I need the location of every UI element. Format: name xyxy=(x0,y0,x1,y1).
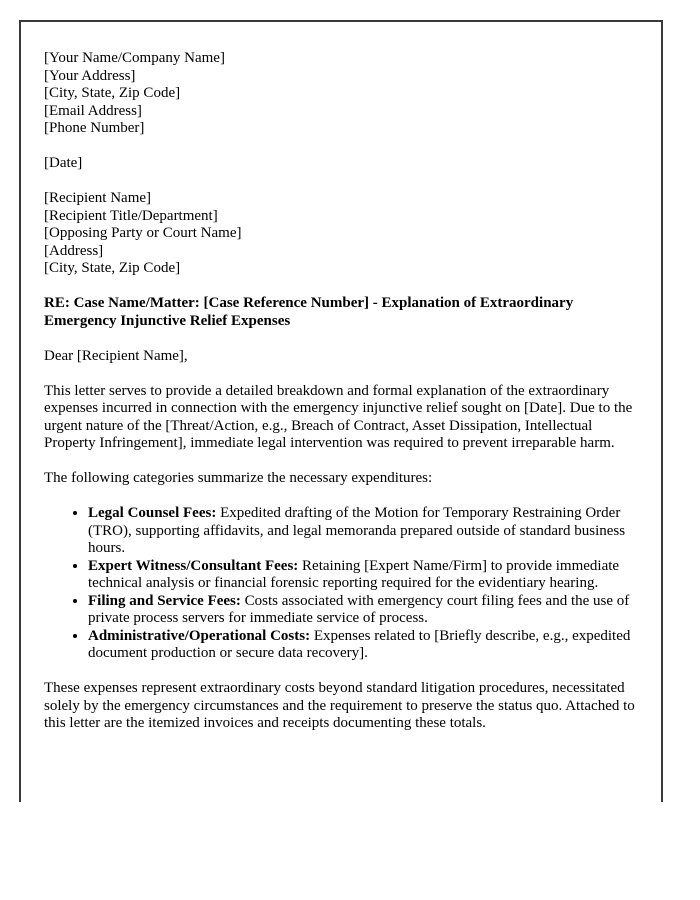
subject-line: RE: Case Name/Matter: [Case Reference Number] - Explanation of Extraordinary Emergency Injunctive Relief Expenses xyxy=(44,295,574,329)
sender-address-line: [Your Address] xyxy=(44,67,136,84)
expense-item-text: Costs associated with emergency court filing fees and the use of private process servers for immediate service of process. xyxy=(88,592,630,626)
recipient-block xyxy=(44,190,635,278)
letter-body xyxy=(44,50,635,733)
salutation: Dear [Recipient Name], xyxy=(44,347,188,364)
expense-item-label: Legal Counsel Fees: xyxy=(88,505,217,521)
expense-item-text: Expedited drafting of the Motion for Temporary Restraining Order (TRO), supporting affidavits, and legal memoranda prepared outside of standard business hours. xyxy=(88,505,626,556)
expense-item-administrative xyxy=(88,628,635,663)
sender-name-line: [Your Name/Company Name] xyxy=(44,50,225,66)
recipient-party-line: [Opposing Party or Court Name] xyxy=(44,225,242,241)
expense-item-text: Retaining [Expert Name/Firm] to provide immediate technical analysis or financial forensic reporting required for the evidentiary hearing. xyxy=(88,557,620,591)
sender-city-line: [City, State, Zip Code] xyxy=(44,85,181,101)
recipient-name-line: [Recipient Name] xyxy=(44,190,152,206)
sender-email-line: [Email Address] xyxy=(44,102,142,119)
expense-item-text: Expenses related to [Briefly describe, e.g., expedited document production or secure data recovery]. xyxy=(88,627,631,661)
expense-item-filing-service xyxy=(88,593,635,628)
date-line: [Date] xyxy=(44,155,83,171)
recipient-title-line: [Recipient Title/Department] xyxy=(44,207,218,224)
expense-item-legal-counsel xyxy=(88,505,635,558)
letter-page xyxy=(19,20,663,802)
sender-block xyxy=(44,50,635,138)
expense-item-label: Filing and Service Fees: xyxy=(88,592,241,609)
recipient-address-line: [Address] xyxy=(44,242,104,259)
sender-phone-line: [Phone Number] xyxy=(44,120,145,136)
expense-list xyxy=(44,505,635,663)
expense-item-label: Expert Witness/Consultant Fees: xyxy=(88,557,299,574)
recipient-city-line: [City, State, Zip Code] xyxy=(44,260,181,276)
expense-item-label: Administrative/Operational Costs: xyxy=(88,627,311,644)
intro-paragraph: This letter serves to provide a detailed breakdown and formal explanation of the extraordinary expenses incurred in connection with the emergency injunctive relief sought on [Date]. Due to the urgent nature of the [Threat/Action, e.g., Breach of Contract, Asset Dissipation, Intellectual Property Infringement], immediate legal intervention was required to prevent irreparable harm. xyxy=(44,382,633,451)
categories-lead: The following categories summarize the necessary expenditures: xyxy=(44,470,433,486)
closing-paragraph: These expenses represent extraordinary costs beyond standard litigation procedures, necessitated solely by the emergency circumstances and the requirement to preserve the status quo. Attached to this letter are the itemized invoices and receipts documenting these totals. xyxy=(44,680,635,731)
expense-item-expert-witness xyxy=(88,558,635,593)
